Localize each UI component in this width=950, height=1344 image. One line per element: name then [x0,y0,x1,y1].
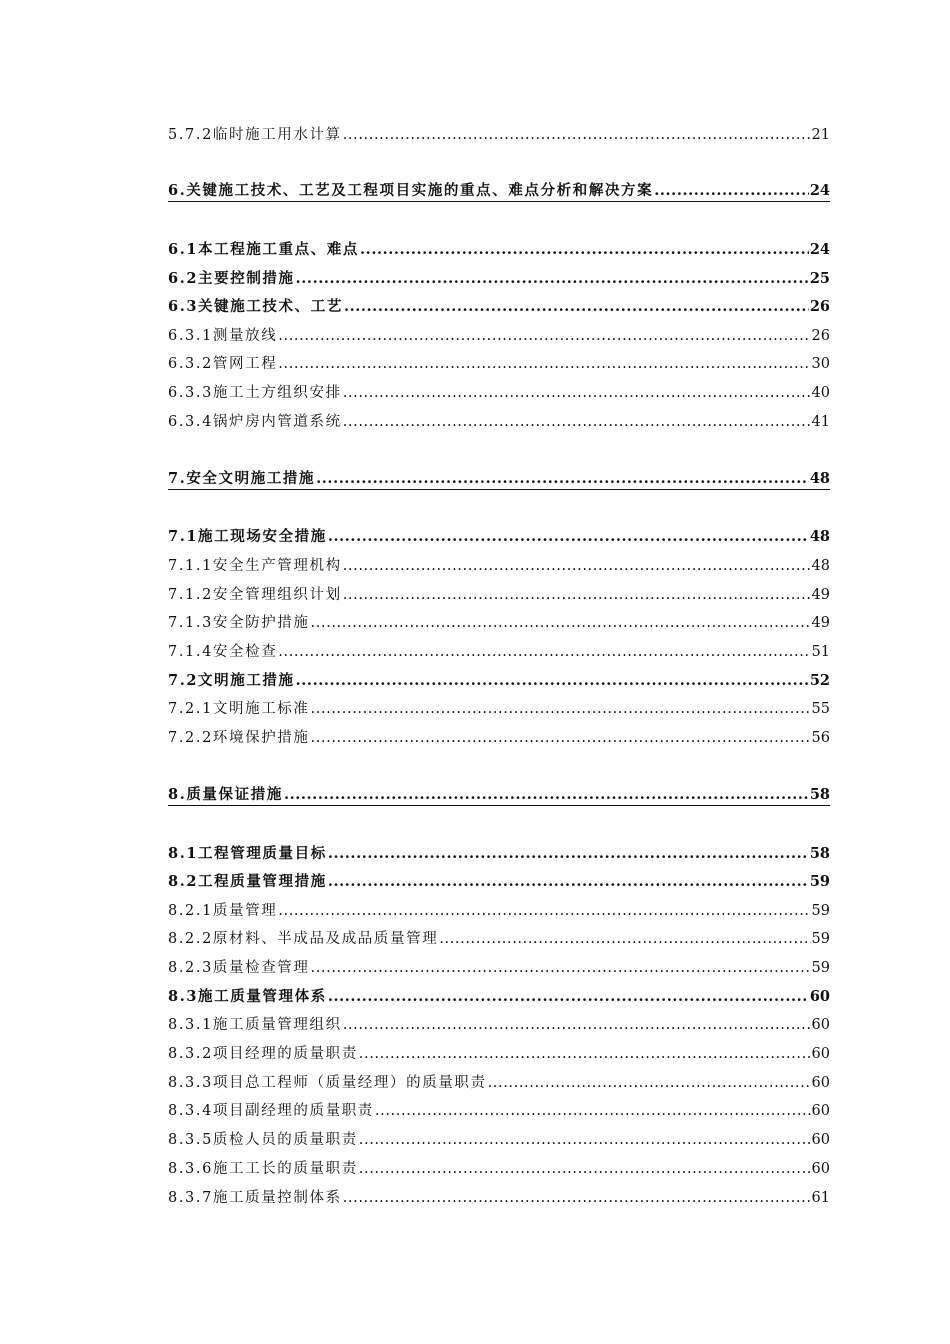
toc-page-number: 56 [811,730,830,746]
dot-leader [311,958,811,978]
toc-entry-8-3-1[interactable] [168,1013,830,1035]
toc-entry-8-2-3[interactable] [168,956,830,978]
toc-page-number: 60 [811,1075,830,1091]
dot-leader [278,901,810,921]
toc-title: 6.3.4锅炉房内管道系统 [168,414,342,430]
toc-title: 8.2.1质量管理 [168,903,278,919]
toc-entry-8[interactable] [168,784,830,806]
toc-page-number: 21 [811,127,830,143]
dot-leader [328,844,809,864]
dot-leader [359,1159,811,1179]
toc-title: 8.3.5质检人员的质量职责 [168,1132,358,1148]
toc-title: 6.3.1测量放线 [168,328,278,344]
toc-page-number: 55 [811,701,830,717]
dot-leader [343,125,811,145]
toc-entry-7-1-1[interactable] [168,554,830,576]
toc-entry-8-1[interactable] [168,842,830,864]
toc-page-number: 26 [811,328,830,344]
toc-page-number: 60 [811,1103,830,1119]
toc-title: 7.2.1文明施工标准 [168,701,310,717]
toc-entry-6-3-1[interactable] [168,324,830,346]
toc-title: 6.3.3施工土方组织安排 [168,385,342,401]
dot-leader [328,987,809,1007]
toc-page-number: 61 [811,1190,830,1206]
toc-entry-6-2[interactable] [168,267,830,289]
toc-title: 8.3.2项目经理的质量职责 [168,1046,358,1062]
dot-leader [343,585,811,605]
dot-leader [316,469,809,489]
toc-entry-7-2-2[interactable] [168,726,830,748]
toc-entry-8-3-4[interactable] [168,1099,830,1121]
toc-page-number: 51 [811,644,830,660]
toc-title: 5.7.2临时施工用水计算 [168,127,342,143]
dot-leader [343,1015,811,1035]
dot-leader [359,1044,811,1064]
toc-page-number: 60 [809,988,830,1005]
toc-title: 6.1本工程施工重点、难点 [168,241,360,258]
dot-leader [343,412,811,432]
toc-entry-8-3-3[interactable] [168,1071,830,1093]
toc-page-number: 48 [809,470,830,487]
toc-title: 8.2.3质量检查管理 [168,960,310,976]
dot-leader [278,642,810,662]
toc-entry-7[interactable] [168,468,830,490]
toc-entry-7-1-3[interactable] [168,611,830,633]
toc-entry-8-3-5[interactable] [168,1128,830,1150]
toc-entry-8-3-6[interactable] [168,1157,830,1179]
toc-title: 6.3.2管网工程 [168,356,278,372]
toc-entry-7-1[interactable] [168,525,830,547]
toc-title: 6.3关键施工技术、工艺 [168,298,343,315]
toc-page-number: 59 [809,873,830,890]
dot-leader [488,1073,811,1093]
toc-title: 6.关键施工技术、工艺及工程项目实施的重点、难点分析和解决方案 [168,182,654,199]
toc-page-number: 59 [811,903,830,919]
toc-entry-7-1-4[interactable] [168,640,830,662]
dot-leader [654,181,809,201]
dot-leader [359,1130,811,1150]
dot-leader [296,269,809,289]
dot-leader [284,785,809,805]
toc-page-number: 60 [811,1046,830,1062]
toc-page-number: 26 [809,298,830,315]
toc-entry-8-3-2[interactable] [168,1042,830,1064]
toc-page-number: 25 [809,270,830,287]
toc-title: 8.1工程管理质量目标 [168,845,327,862]
toc-title: 8.2.2原材料、半成品及成品质量管理 [168,931,439,947]
toc-page-number: 59 [811,960,830,976]
toc-page-number: 49 [811,587,830,603]
toc-title: 7.1.2安全管理组织计划 [168,587,342,603]
toc-title: 7.1施工现场安全措施 [168,528,327,545]
dot-leader [328,872,809,892]
toc-entry-6[interactable] [168,180,830,202]
dot-leader [375,1101,811,1121]
toc-entry-8-2-2[interactable] [168,927,830,949]
dot-leader [311,699,811,719]
toc-page-number: 58 [809,786,830,803]
toc-entry-6-3-2[interactable] [168,352,830,374]
toc-page-number: 58 [809,845,830,862]
toc-entry-7-1-2[interactable] [168,583,830,605]
toc-title: 8.质量保证措施 [168,786,283,803]
toc-title: 7.安全文明施工措施 [168,470,316,487]
toc-entry-8-2-1[interactable] [168,899,830,921]
toc-page-number: 41 [811,414,830,430]
toc-entry-6-3[interactable] [168,295,830,317]
dot-leader [328,527,809,547]
toc-page-number: 59 [811,931,830,947]
toc-entry-7-2-1[interactable] [168,697,830,719]
toc-title: 8.3施工质量管理体系 [168,988,327,1005]
toc-entry-6-3-4[interactable] [168,410,830,432]
toc-entry-8-3[interactable] [168,985,830,1007]
dot-leader [278,354,810,374]
toc-page-number: 52 [809,672,830,689]
toc-entry-5-7-2[interactable] [168,123,830,145]
toc-title: 7.2文明施工措施 [168,672,295,689]
dot-leader [311,728,811,748]
dot-leader [344,297,809,317]
dot-leader [439,929,810,949]
toc-title: 7.2.2环境保护措施 [168,730,310,746]
toc-page-number: 49 [811,615,830,631]
toc-title: 8.3.6施工工长的质量职责 [168,1161,358,1177]
toc-page-number: 48 [809,528,830,545]
toc-title: 7.1.4安全检查 [168,644,278,660]
toc-page-number: 60 [811,1017,830,1033]
toc-entry-7-2[interactable] [168,669,830,691]
toc-page-number: 30 [811,356,830,372]
toc-page-number: 60 [811,1161,830,1177]
toc-title: 8.3.1施工质量管理组织 [168,1017,342,1033]
toc-entry-8-3-7[interactable] [168,1186,830,1208]
dot-leader [343,1188,811,1208]
toc-page-number: 24 [809,241,830,258]
toc-entry-6-1[interactable] [168,238,830,260]
toc-entry-6-3-3[interactable] [168,381,830,403]
toc-title: 8.3.7施工质量控制体系 [168,1190,342,1206]
toc-title: 8.2工程质量管理措施 [168,873,327,890]
toc-page-number: 24 [809,182,830,199]
toc-title: 8.3.3项目总工程师（质量经理）的质量职责 [168,1075,487,1091]
dot-leader [343,383,811,403]
toc-page-number: 48 [811,558,830,574]
toc-page-number: 40 [811,385,830,401]
dot-leader [296,671,809,691]
dot-leader [278,326,810,346]
toc-page-number: 60 [811,1132,830,1148]
dot-leader [311,613,811,633]
toc-entry-8-2[interactable] [168,870,830,892]
toc-title: 7.1.3安全防护措施 [168,615,310,631]
dot-leader [343,556,811,576]
toc-title: 6.2主要控制措施 [168,270,295,287]
toc-title: 7.1.1安全生产管理机构 [168,558,342,574]
dot-leader [360,240,809,260]
toc-title: 8.3.4项目副经理的质量职责 [168,1103,374,1119]
